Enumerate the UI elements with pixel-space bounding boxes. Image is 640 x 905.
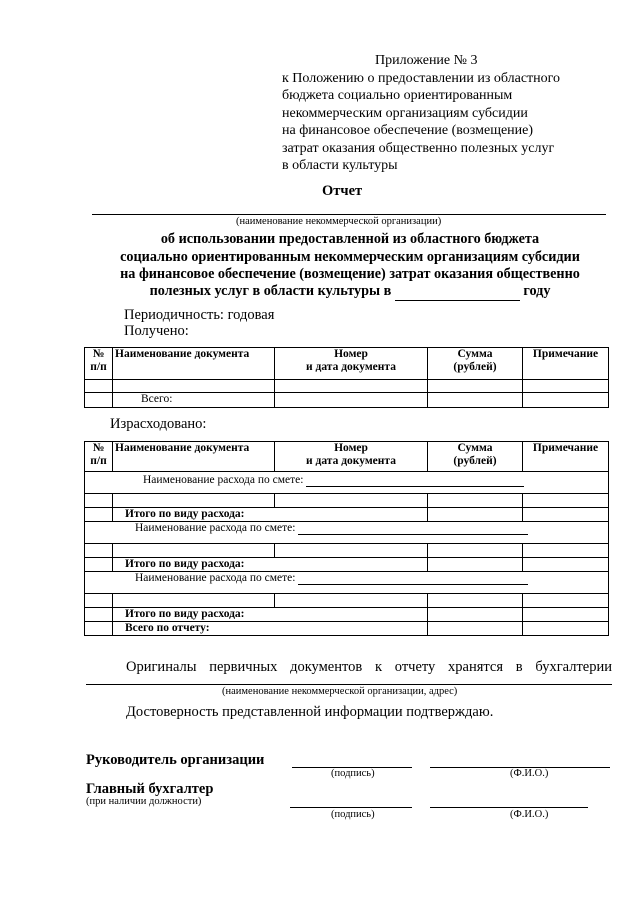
header-doc-name: Наименование документа: [113, 442, 275, 472]
expense-name-label: Наименование расхода по смете:: [135, 572, 296, 584]
subtotal-row: [85, 608, 609, 622]
org-address-line: [86, 684, 612, 685]
year-line: [395, 286, 520, 301]
head-label: Руководитель организации: [86, 752, 265, 768]
appendix-line-2: бюджета социально ориентированным: [282, 88, 513, 103]
header-doc-number: Номер и дата документа: [275, 348, 428, 380]
expense-name-row: [85, 472, 609, 494]
subtitle-line-4: [85, 283, 615, 301]
appendix-line-4: на финансовое обеспечение (возмещение): [282, 123, 534, 138]
header-num: № п/п: [85, 348, 113, 380]
confirm-text: Достоверность представленной информации подтверждаю.: [126, 704, 494, 720]
header-sum: Сумма (рублей): [428, 442, 523, 472]
expense-name-label: Наименование расхода по смете:: [143, 474, 304, 486]
header-note: Примечание: [523, 442, 609, 472]
chief-fio-line[interactable]: [430, 807, 588, 808]
org-caption: (наименование некоммерческой организации): [236, 216, 442, 227]
subtotal-row: [85, 508, 609, 522]
table-row: [85, 494, 609, 508]
report-title: Отчет: [322, 183, 363, 199]
grand-total-label: Всего по отчету:: [113, 622, 428, 636]
grand-total-row: [85, 622, 609, 636]
table-header-row: [85, 348, 609, 380]
expense-name-line: [298, 573, 528, 585]
expense-name-line: [306, 475, 524, 487]
header-note: Примечание: [523, 348, 609, 380]
subtotal-label: Итого по виду расхода:: [113, 608, 428, 622]
header-doc-name: Наименование документа: [113, 348, 275, 380]
appendix-line-5: затрат оказания общественно полезных услуг: [282, 140, 555, 156]
chief-signature-line[interactable]: [290, 807, 412, 808]
header-doc-number: Номер и дата документа: [275, 442, 428, 472]
chief-accountant-label: Главный бухгалтер: [86, 781, 214, 797]
org-name-line: [92, 214, 606, 215]
originals-text: Оригиналы первичных документов к отчету хранятся в бухгалтерии: [126, 659, 612, 675]
table-row: [85, 380, 609, 393]
head-fio-caption: (Ф.И.О.): [510, 768, 549, 779]
table-row: [85, 594, 609, 608]
total-label: Всего:: [113, 393, 275, 408]
subtitle-line-2: социально ориентированным некоммерческим организациям субсидии: [120, 248, 580, 265]
expense-name-row: [85, 522, 609, 544]
subtotal-label: Итого по виду расхода:: [113, 508, 428, 522]
expense-name-row: [85, 572, 609, 594]
table-header-row: [85, 442, 609, 472]
expense-name-line: [298, 523, 528, 535]
table-row: [85, 544, 609, 558]
total-row: [85, 393, 609, 408]
chief-fio-caption: (Ф.И.О.): [510, 809, 549, 820]
head-signature-caption: (подпись): [331, 768, 375, 779]
spent-table: [84, 441, 609, 636]
subtitle-line-4-text: полезных услуг в области культуры в: [149, 283, 392, 299]
subtitle-line-3: на финансовое обеспечение (возмещение) затрат оказания общественно: [120, 266, 580, 282]
spent-label: Израсходовано:: [110, 416, 207, 432]
appendix-line-1: к Положению о предоставлении из областного: [282, 70, 561, 86]
header-num: № п/п: [85, 442, 113, 472]
chief-accountant-note: (при наличии должности): [86, 796, 202, 807]
header-sum: Сумма (рублей): [428, 348, 523, 380]
appendix-line-3: некоммерческим организациям субсидии: [282, 105, 528, 121]
appendix-line-6: в области культуры: [282, 158, 398, 173]
appendix-number: Приложение № 3: [375, 53, 478, 68]
org-address-caption: (наименование некоммерческой организации, адрес): [222, 686, 458, 697]
chief-signature-caption: (подпись): [331, 809, 375, 820]
subtotal-row: [85, 558, 609, 572]
subtotal-label: Итого по виду расхода:: [113, 558, 428, 572]
received-label: Получено:: [124, 323, 189, 339]
expense-name-label: Наименование расхода по смете:: [135, 522, 296, 534]
periodicity: Периодичность: годовая: [124, 307, 275, 323]
received-table: [84, 347, 609, 408]
subtitle-year-word: году: [523, 283, 551, 299]
subtitle-line-1: об использовании предоставленной из областного бюджета: [160, 231, 540, 247]
